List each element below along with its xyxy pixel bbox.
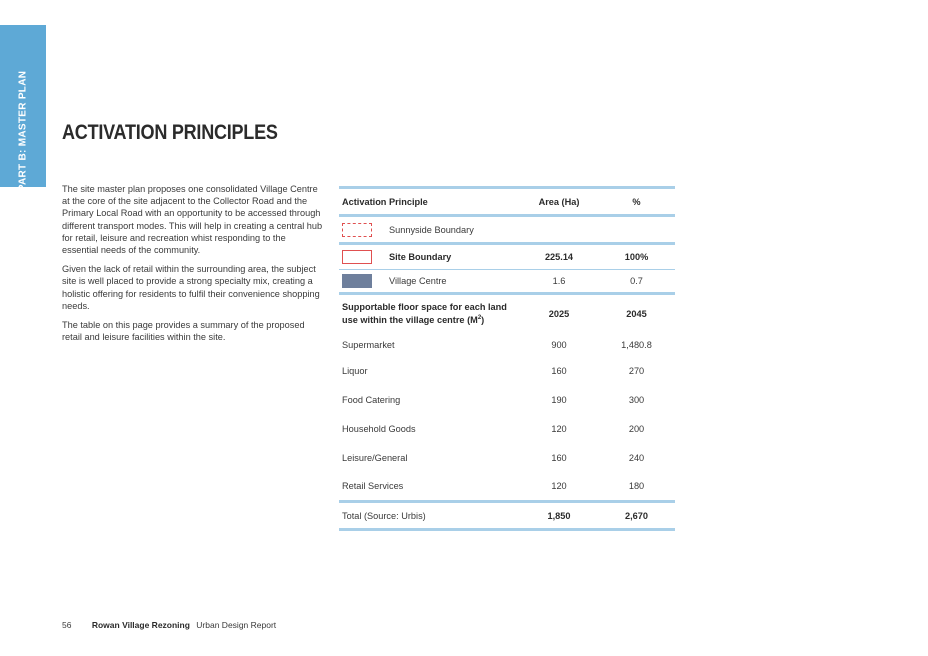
- section-side-tab-label: PART B: MASTER PLAN: [17, 70, 29, 192]
- report-name: Urban Design Report: [196, 620, 277, 630]
- table-header-row: [339, 188, 675, 216]
- floor-space-header-label: Supportable floor space for each land use within the village centre $(M^2)$: [339, 294, 520, 334]
- year-2045-header: 2045: [598, 294, 675, 334]
- value-2025-cell: 160: [551, 453, 567, 463]
- land-use-cell: Leisure/General: [342, 453, 408, 463]
- legend-label: Site Boundary: [389, 252, 452, 262]
- page-footer: [62, 620, 276, 630]
- total-2025: 1,850: [520, 502, 598, 530]
- section-side-tab: [0, 25, 46, 192]
- value-2045-cell: 240: [628, 453, 645, 463]
- value-2025-cell: 900: [551, 340, 567, 350]
- legend-label: Sunnyside Boundary: [389, 224, 474, 235]
- table-row: [339, 444, 675, 473]
- site-boundary-swatch: [342, 250, 372, 264]
- header-area: Area (Ha): [520, 188, 598, 216]
- table-row: [339, 386, 675, 415]
- activation-table: [339, 186, 675, 531]
- body-paragraph: Given the lack of retail within the surrounding area, the subject site is well placed to provide a strong specialty mix, creating a holistic offering for residents to fulfil their convenience shopping needs.: [62, 264, 320, 311]
- table-row: [339, 216, 675, 244]
- header-percent: %: [598, 188, 675, 216]
- value-2045-cell: 200: [628, 424, 645, 434]
- land-use-cell: Retail Services: [342, 481, 404, 492]
- total-2045: 2,670: [598, 502, 675, 530]
- value-2045-cell: 180: [628, 481, 645, 492]
- percent-cell: 100%: [598, 244, 675, 270]
- legend-label: Village Centre: [389, 276, 447, 286]
- value-2045-cell: 1,480.8: [621, 340, 652, 350]
- total-row: [339, 502, 675, 530]
- percent-cell: [598, 216, 675, 244]
- project-name: Rowan Village Rezoning: [91, 620, 190, 630]
- value-2025-cell: 120: [551, 424, 567, 434]
- value-2025-cell: 120: [551, 481, 567, 492]
- value-2045-cell: 300: [628, 395, 645, 405]
- sunnyside-boundary-swatch: [342, 223, 372, 237]
- body-paragraph: The table on this page provides a summary of the proposed retail and leisure facilities within the site.: [62, 320, 305, 343]
- table-row: [339, 244, 675, 270]
- value-2045-cell: 270: [628, 366, 645, 376]
- total-label: Total (Source: Urbis): [339, 502, 520, 530]
- table-row: [339, 473, 675, 502]
- year-2025-header: 2025: [520, 294, 598, 334]
- area-cell: [520, 216, 598, 244]
- village-centre-swatch: [342, 274, 372, 288]
- area-cell: 1.6: [520, 270, 598, 294]
- land-use-cell: Supermarket: [342, 340, 395, 350]
- table-row: [339, 415, 675, 444]
- land-use-cell: Liquor: [342, 366, 368, 376]
- value-2025-cell: 160: [551, 366, 567, 376]
- percent-cell: 0.7: [598, 270, 675, 294]
- table-row: [339, 334, 675, 357]
- land-use-cell: Household Goods: [342, 424, 416, 434]
- land-use-cell: Food Catering: [342, 395, 401, 405]
- body-paragraph: The site master plan proposes one consolidated Village Centre at the core of the site adjacent to the Collector Road and the Primary Local Road with an opportunity to be accessed through different transport modes. This will help in creating a central hub for retail, leisure and recreation whist responding to the essential needs of the community.: [62, 184, 323, 256]
- page-title: ACTIVATION PRINCIPLES: [62, 121, 278, 144]
- area-cell: 225.14: [520, 244, 598, 270]
- header-principle: Activation Principle: [339, 188, 520, 216]
- floor-space-header-row: [339, 294, 675, 334]
- page-number: 56: [62, 620, 72, 630]
- body-text: [62, 183, 324, 350]
- table-row: [339, 357, 675, 386]
- table-row: [339, 270, 675, 294]
- value-2025-cell: 190: [551, 395, 567, 405]
